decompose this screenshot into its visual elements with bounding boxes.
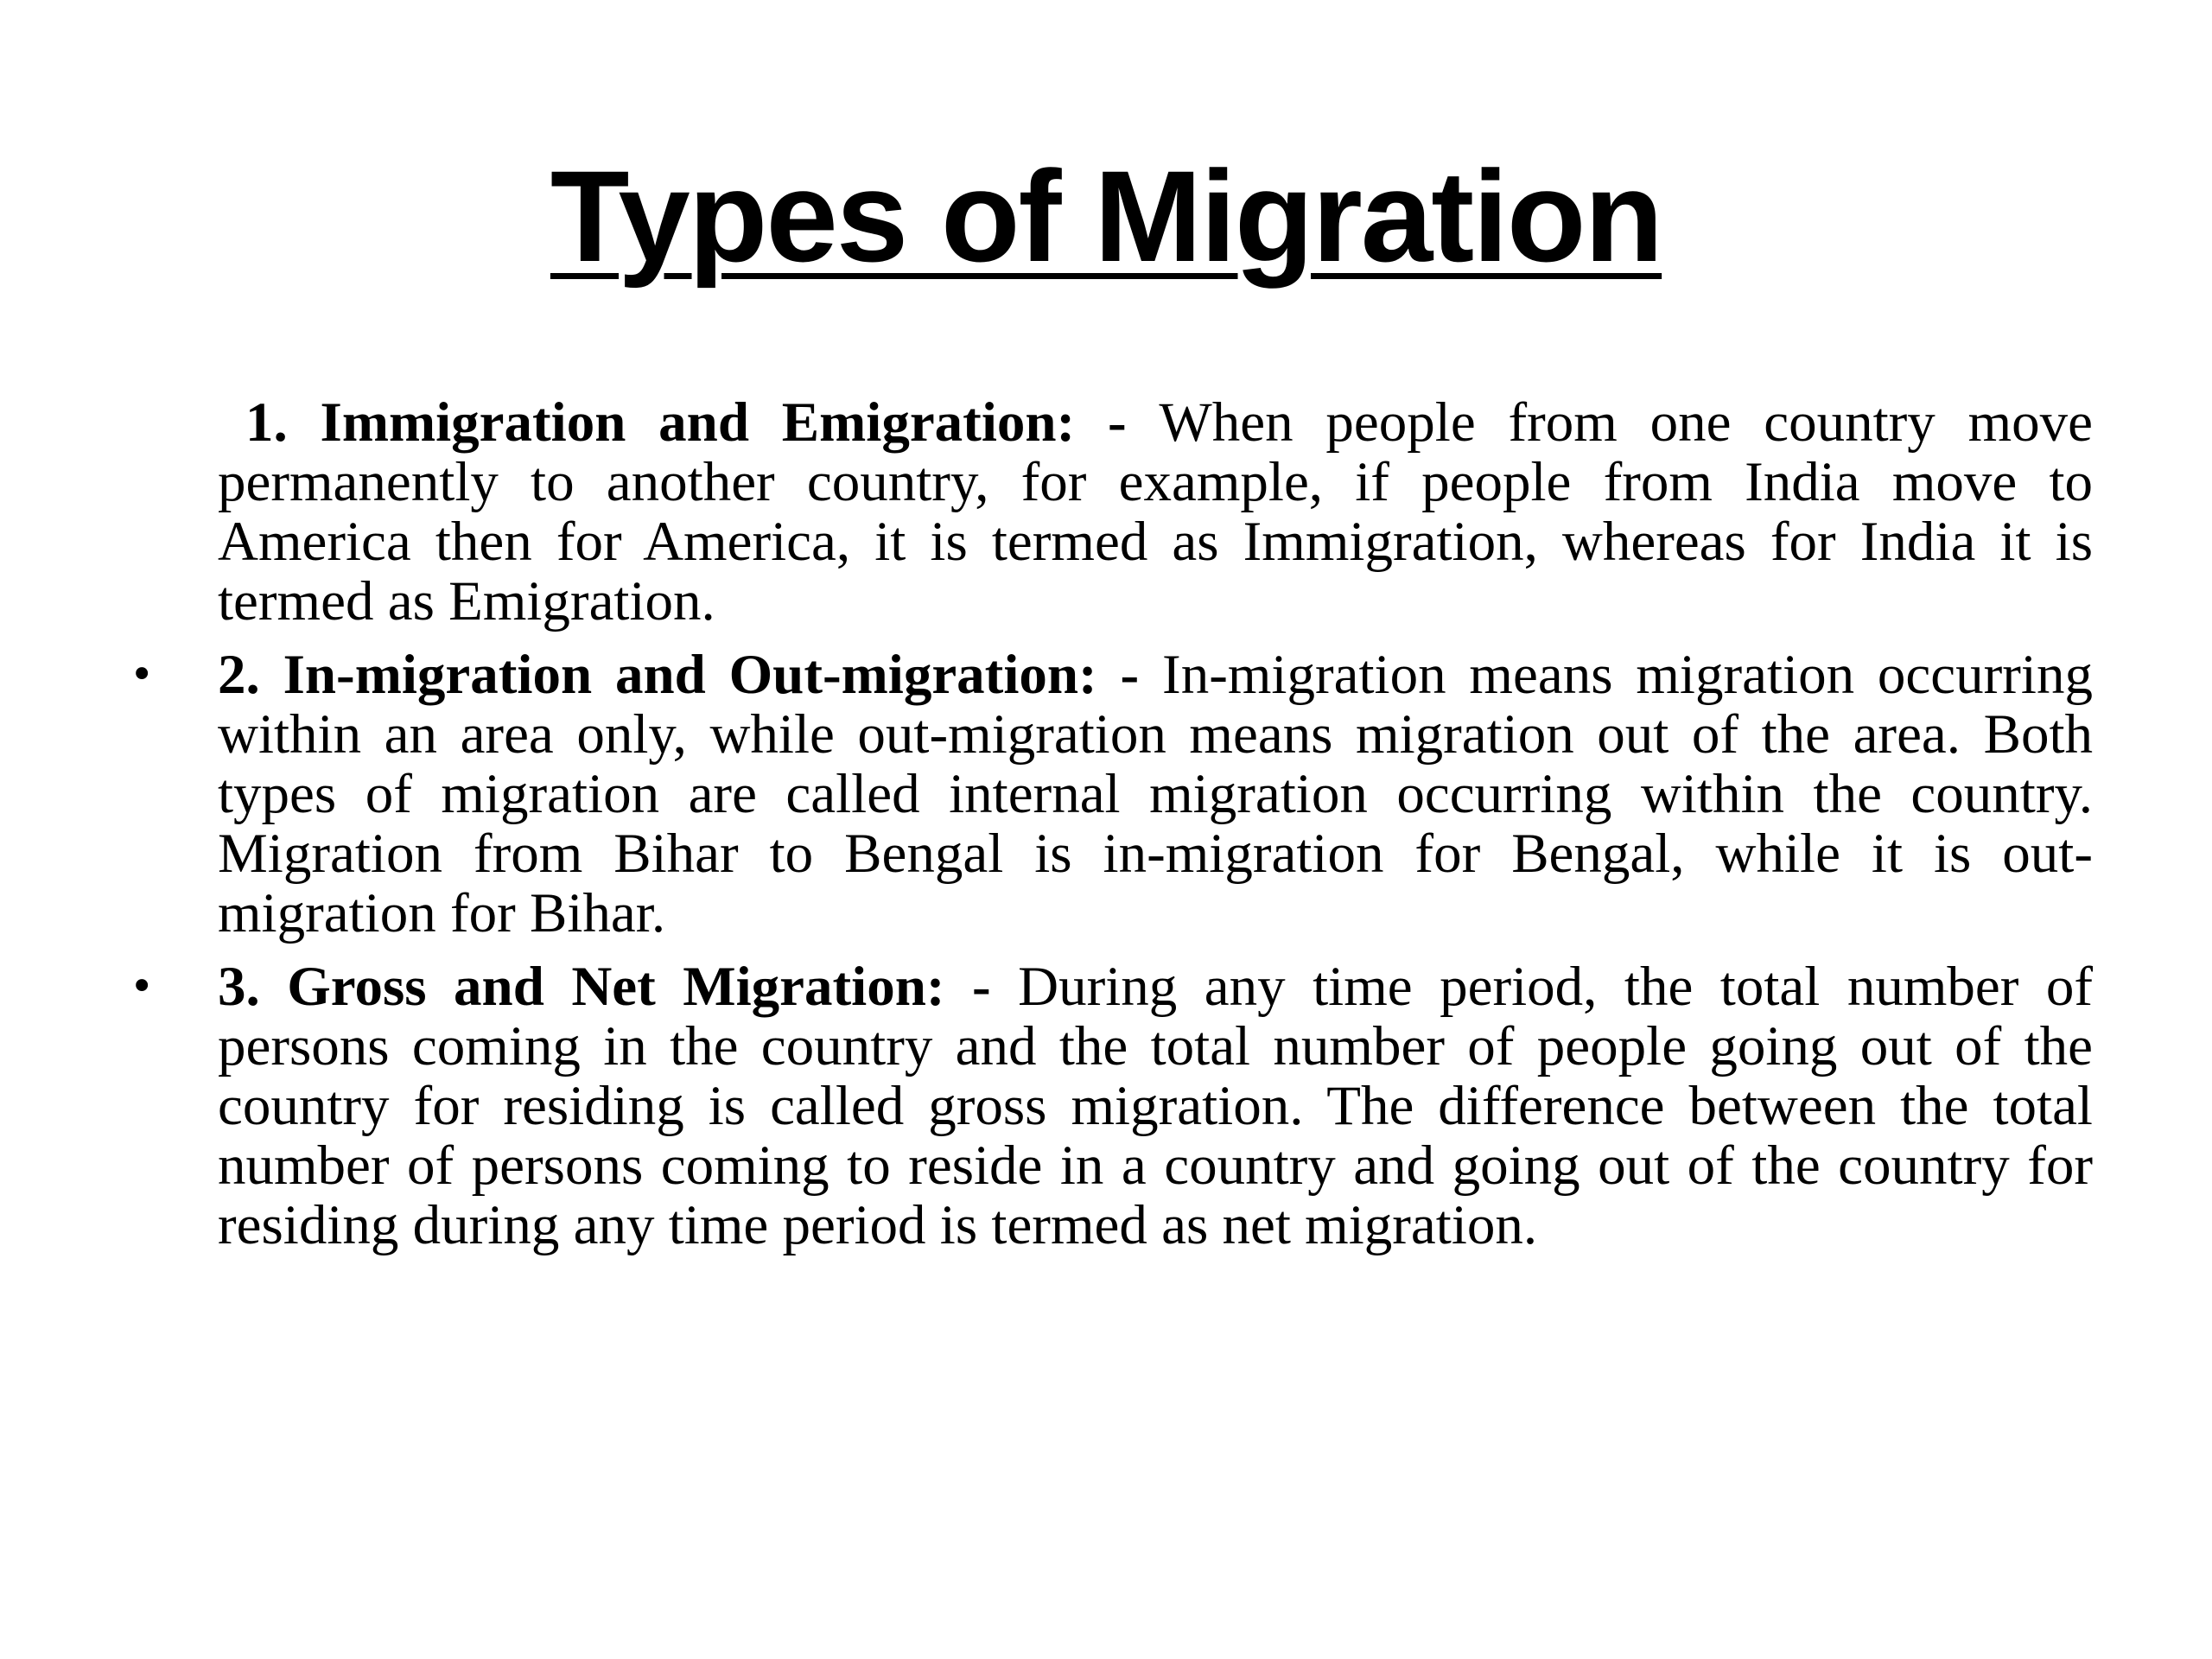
item-text: During any time period, the total number of persons coming in the country and the total number of people going out of the country for residing is called gross migration. The difference between the total number of persons coming to reside in a country and going out of the country for residing during any time period is termed as net migration. [218,956,2094,1256]
item-text: When people from one country move permanently to another country, for example, if people from India move to America then for America, it is termed as Immigration, whereas for India it is termed as Emigration. [218,391,2093,632]
item-heading: 1. Immigration and Emigration: - [245,391,1160,454]
list-item-immigration-emigration [130,393,2093,632]
slide-title-text: Types of Migration [550,143,1662,289]
item-text: In-migration means migration occurring within an area only, while out-migration means migration out of the area. Both types of migration are called internal migration occurring within the country. Migration from Bihar to Bengal is in-migration for Bengal, while it is out- migration for Bihar. [218,644,2093,944]
list-item-in-out-migration [130,645,2093,944]
slide-title [0,138,2212,294]
slide-body [130,393,2093,1269]
list-item-gross-net-migration [130,957,2093,1255]
bullet: • [130,963,155,1011]
bullet: • [130,651,155,699]
item-heading: 3. Gross and Net Migration: - [218,956,1019,1018]
item-heading: 2. In-migration and Out-migration: - [218,644,1163,706]
